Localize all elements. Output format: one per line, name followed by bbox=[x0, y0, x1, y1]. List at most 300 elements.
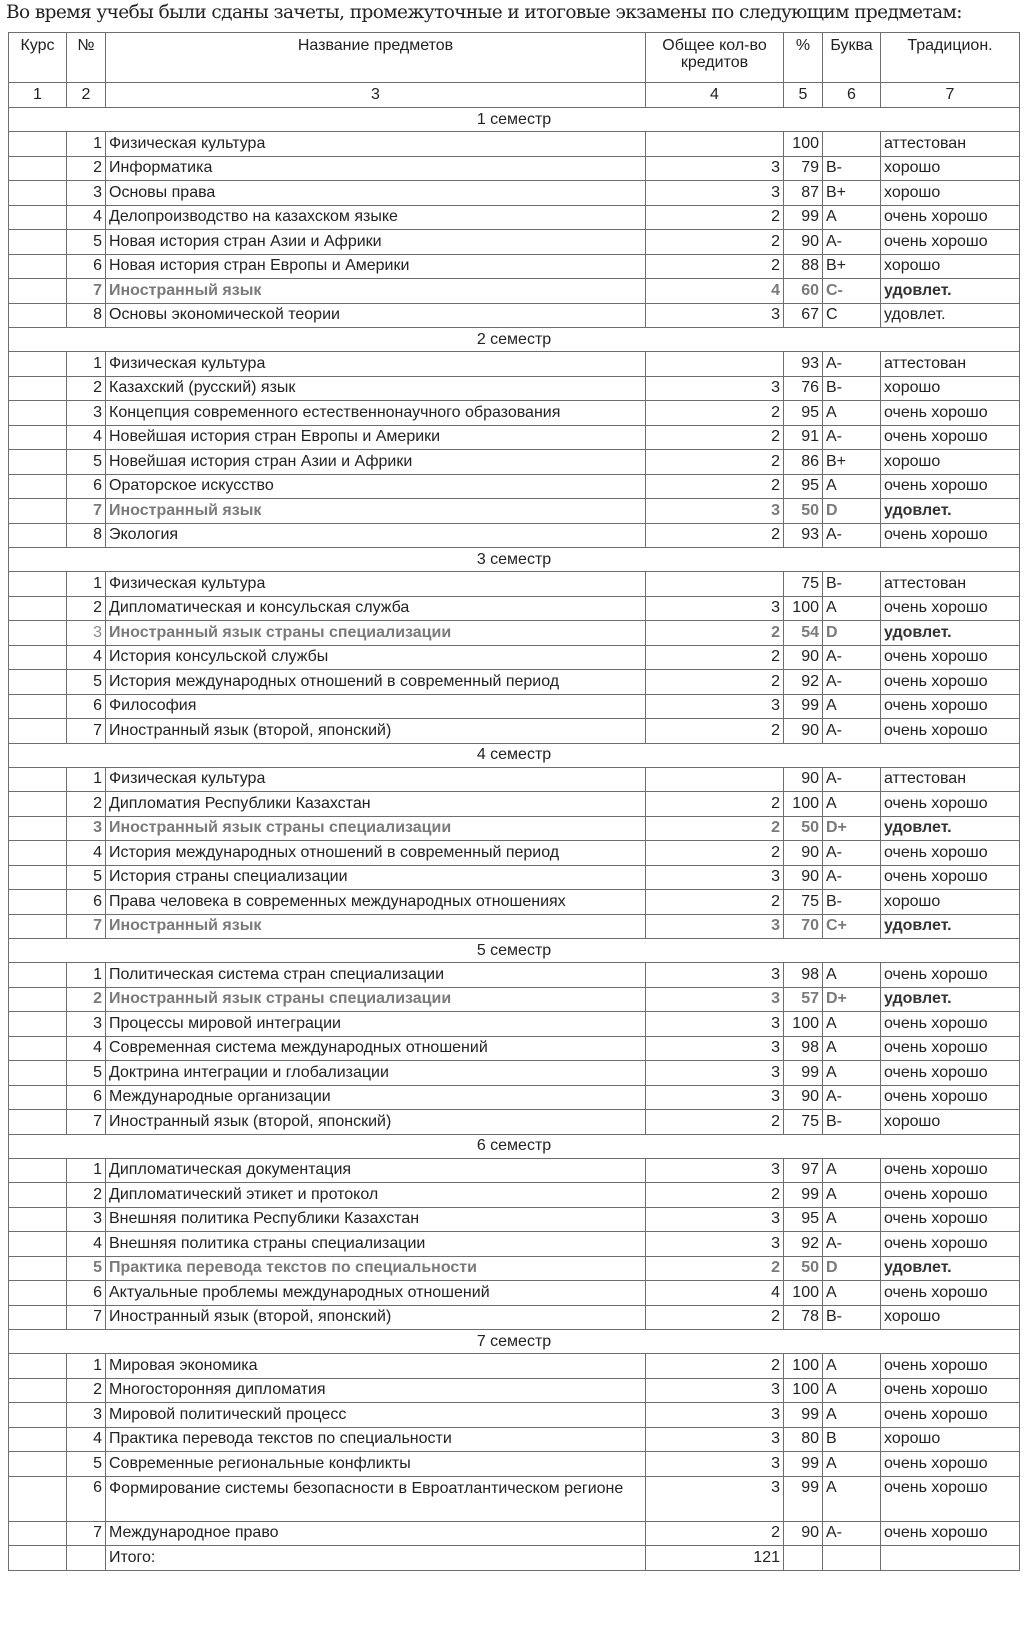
traditional-grade-cell: удовлет. bbox=[881, 303, 1020, 328]
percent-cell: 92 bbox=[784, 670, 823, 695]
credits-cell: 2 bbox=[646, 425, 784, 450]
letter-grade-cell: A bbox=[823, 1183, 881, 1208]
subject-row bbox=[9, 914, 1020, 939]
letter-grade-cell: B+ bbox=[823, 181, 881, 206]
subject-name: Доктрина интеграции и глобализации bbox=[106, 1061, 646, 1086]
subject-row bbox=[9, 1061, 1020, 1086]
credits-cell: 2 bbox=[646, 1183, 784, 1208]
course-cell bbox=[9, 1036, 67, 1061]
subject-name: Иностранный язык bbox=[106, 279, 646, 304]
percent-cell: 91 bbox=[784, 425, 823, 450]
course-cell bbox=[9, 1256, 67, 1281]
letter-grade-cell: A bbox=[823, 1403, 881, 1428]
course-cell bbox=[9, 132, 67, 157]
row-number: 2 bbox=[67, 987, 106, 1012]
subject-row bbox=[9, 303, 1020, 328]
subject-row bbox=[9, 865, 1020, 890]
row-number: 3 bbox=[67, 621, 106, 646]
traditional-grade-cell: хорошо bbox=[881, 1427, 1020, 1452]
credits-cell: 2 bbox=[646, 890, 784, 915]
course-cell bbox=[9, 596, 67, 621]
row-number: 2 bbox=[67, 596, 106, 621]
row-number: 5 bbox=[67, 1256, 106, 1281]
percent-cell: 99 bbox=[784, 1183, 823, 1208]
subject-row bbox=[9, 1476, 1020, 1521]
traditional-grade-cell: аттестован bbox=[881, 767, 1020, 792]
row-number: 5 bbox=[67, 450, 106, 475]
semester-title: 4 семестр bbox=[9, 743, 1020, 767]
course-cell bbox=[9, 352, 67, 377]
subject-row bbox=[9, 670, 1020, 695]
course-cell bbox=[9, 1012, 67, 1037]
traditional-grade-cell: удовлет. bbox=[881, 914, 1020, 939]
percent-cell: 79 bbox=[784, 156, 823, 181]
credits-cell: 2 bbox=[646, 523, 784, 548]
row-number: 3 bbox=[67, 816, 106, 841]
letter-grade-cell: A bbox=[823, 1354, 881, 1379]
subject-name: Внешняя политика страны специализации bbox=[106, 1232, 646, 1257]
semester-header-row bbox=[9, 328, 1020, 352]
course-cell bbox=[9, 303, 67, 328]
subject-name: Физическая культура bbox=[106, 132, 646, 157]
letter-grade-cell: A bbox=[823, 694, 881, 719]
letter-grade-cell: A bbox=[823, 1012, 881, 1037]
percent-cell: 60 bbox=[784, 279, 823, 304]
row-number: 1 bbox=[67, 352, 106, 377]
traditional-grade-cell: очень хорошо bbox=[881, 1452, 1020, 1477]
traditional-grade-cell: удовлет. bbox=[881, 816, 1020, 841]
credits-cell: 3 bbox=[646, 963, 784, 988]
row-number: 8 bbox=[67, 523, 106, 548]
traditional-grade-cell: очень хорошо bbox=[881, 1085, 1020, 1110]
subject-row bbox=[9, 1012, 1020, 1037]
subject-name: История международных отношений в современный период bbox=[106, 841, 646, 866]
traditional-grade-cell: хорошо bbox=[881, 1110, 1020, 1135]
subject-row bbox=[9, 841, 1020, 866]
traditional-grade-cell: удовлет. bbox=[881, 621, 1020, 646]
row-number: 2 bbox=[67, 792, 106, 817]
header-course: Курс bbox=[9, 33, 67, 83]
letter-grade-cell: A- bbox=[823, 645, 881, 670]
subject-name: Физическая культура bbox=[106, 767, 646, 792]
percent-cell: 90 bbox=[784, 645, 823, 670]
percent-cell: 80 bbox=[784, 1427, 823, 1452]
credits-cell: 3 bbox=[646, 914, 784, 939]
traditional-grade-cell: очень хорошо bbox=[881, 1207, 1020, 1232]
subject-row bbox=[9, 1521, 1020, 1546]
percent-cell: 98 bbox=[784, 1036, 823, 1061]
letter-grade-cell: A bbox=[823, 474, 881, 499]
header-traditional: Традицион. bbox=[881, 33, 1020, 83]
course-cell bbox=[9, 645, 67, 670]
row-number: 1 bbox=[67, 572, 106, 597]
course-cell bbox=[9, 1354, 67, 1379]
semester-title: 1 семестр bbox=[9, 108, 1020, 132]
percent-cell: 99 bbox=[784, 205, 823, 230]
letter-grade-cell: A- bbox=[823, 230, 881, 255]
course-cell bbox=[9, 205, 67, 230]
percent-cell: 95 bbox=[784, 1207, 823, 1232]
subject-name: История страны специализации bbox=[106, 865, 646, 890]
course-cell bbox=[9, 1427, 67, 1452]
letter-grade-cell: A bbox=[823, 1378, 881, 1403]
traditional-grade-cell: очень хорошо bbox=[881, 865, 1020, 890]
percent-cell: 99 bbox=[784, 694, 823, 719]
semester-header-row bbox=[9, 939, 1020, 963]
letter-grade-cell bbox=[823, 132, 881, 157]
traditional-grade-cell: удовлет. bbox=[881, 279, 1020, 304]
row-number: 6 bbox=[67, 1281, 106, 1306]
course-cell bbox=[9, 254, 67, 279]
course-cell bbox=[9, 621, 67, 646]
header-row bbox=[9, 33, 1020, 83]
course-cell bbox=[9, 914, 67, 939]
credits-cell bbox=[646, 572, 784, 597]
course-cell bbox=[9, 376, 67, 401]
credits-cell: 3 bbox=[646, 376, 784, 401]
row-number: 7 bbox=[67, 1521, 106, 1546]
column-number: 5 bbox=[784, 83, 823, 108]
total-row bbox=[9, 1546, 1020, 1571]
percent-cell: 67 bbox=[784, 303, 823, 328]
traditional-grade-cell: аттестован bbox=[881, 572, 1020, 597]
subject-name: Современные региональные конфликты bbox=[106, 1452, 646, 1477]
column-number: 2 bbox=[67, 83, 106, 108]
total-credits: 121 bbox=[646, 1546, 784, 1571]
traditional-grade-cell: очень хорошо bbox=[881, 596, 1020, 621]
percent-cell: 99 bbox=[784, 1476, 823, 1521]
subject-name: Новая история стран Европы и Америки bbox=[106, 254, 646, 279]
percent-cell: 88 bbox=[784, 254, 823, 279]
credits-cell: 3 bbox=[646, 1012, 784, 1037]
subject-row bbox=[9, 1207, 1020, 1232]
semester-title: 3 семестр bbox=[9, 548, 1020, 572]
credits-cell: 3 bbox=[646, 1061, 784, 1086]
traditional-grade-cell: очень хорошо bbox=[881, 1232, 1020, 1257]
course-cell bbox=[9, 719, 67, 744]
intro-text: Во время учебы были сданы зачеты, промежуточные и итоговые экзамены по следующим предметам: bbox=[6, 2, 962, 23]
traditional-grade-cell: очень хорошо bbox=[881, 474, 1020, 499]
row-number: 2 bbox=[67, 1378, 106, 1403]
letter-grade-cell: B- bbox=[823, 376, 881, 401]
letter-grade-cell: A bbox=[823, 1036, 881, 1061]
subject-row bbox=[9, 254, 1020, 279]
letter-grade-cell: B+ bbox=[823, 254, 881, 279]
credits-cell: 2 bbox=[646, 230, 784, 255]
traditional-grade-cell: очень хорошо bbox=[881, 694, 1020, 719]
subject-row bbox=[9, 1085, 1020, 1110]
subject-row bbox=[9, 499, 1020, 524]
traditional-grade-cell: очень хорошо bbox=[881, 1403, 1020, 1428]
traditional-grade-cell: очень хорошо bbox=[881, 1183, 1020, 1208]
percent-cell: 50 bbox=[784, 1256, 823, 1281]
letter-grade-cell: D+ bbox=[823, 987, 881, 1012]
subject-row bbox=[9, 156, 1020, 181]
credits-cell: 3 bbox=[646, 1403, 784, 1428]
course-cell bbox=[9, 670, 67, 695]
row-number: 4 bbox=[67, 205, 106, 230]
course-cell bbox=[9, 401, 67, 426]
credits-cell: 2 bbox=[646, 474, 784, 499]
percent-cell: 90 bbox=[784, 841, 823, 866]
percent-cell: 86 bbox=[784, 450, 823, 475]
column-number: 6 bbox=[823, 83, 881, 108]
subject-row bbox=[9, 1036, 1020, 1061]
credits-cell: 3 bbox=[646, 303, 784, 328]
credits-cell: 2 bbox=[646, 401, 784, 426]
letter-grade-cell bbox=[823, 1546, 881, 1571]
percent-cell: 97 bbox=[784, 1158, 823, 1183]
row-number: 1 bbox=[67, 132, 106, 157]
row-number: 2 bbox=[67, 376, 106, 401]
header-subject: Название предметов bbox=[106, 33, 646, 83]
letter-grade-cell: C bbox=[823, 303, 881, 328]
subject-row bbox=[9, 963, 1020, 988]
credits-cell: 3 bbox=[646, 1476, 784, 1521]
letter-grade-cell: A- bbox=[823, 352, 881, 377]
letter-grade-cell: A- bbox=[823, 425, 881, 450]
row-number bbox=[67, 1546, 106, 1571]
traditional-grade-cell: удовлет. bbox=[881, 1256, 1020, 1281]
subject-name: Мировая экономика bbox=[106, 1354, 646, 1379]
letter-grade-cell: A bbox=[823, 401, 881, 426]
credits-cell: 2 bbox=[646, 816, 784, 841]
subject-row bbox=[9, 890, 1020, 915]
percent-cell: 100 bbox=[784, 1354, 823, 1379]
subject-name: Информатика bbox=[106, 156, 646, 181]
traditional-grade-cell: удовлет. bbox=[881, 499, 1020, 524]
traditional-grade-cell: очень хорошо bbox=[881, 792, 1020, 817]
course-cell bbox=[9, 156, 67, 181]
percent-cell: 90 bbox=[784, 1085, 823, 1110]
semester-header-row bbox=[9, 743, 1020, 767]
percent-cell: 100 bbox=[784, 132, 823, 157]
subject-name: Философия bbox=[106, 694, 646, 719]
subject-row bbox=[9, 230, 1020, 255]
subject-name: Иностранный язык bbox=[106, 914, 646, 939]
letter-grade-cell: A bbox=[823, 205, 881, 230]
letter-grade-cell: A- bbox=[823, 841, 881, 866]
credits-cell bbox=[646, 352, 784, 377]
row-number: 4 bbox=[67, 1036, 106, 1061]
letter-grade-cell: D bbox=[823, 621, 881, 646]
traditional-grade-cell: удовлет. bbox=[881, 987, 1020, 1012]
subject-row bbox=[9, 1256, 1020, 1281]
semester-title: 7 семестр bbox=[9, 1330, 1020, 1354]
letter-grade-cell: D bbox=[823, 499, 881, 524]
traditional-grade-cell: хорошо bbox=[881, 890, 1020, 915]
credits-cell bbox=[646, 132, 784, 157]
course-cell bbox=[9, 499, 67, 524]
semester-header-row bbox=[9, 1134, 1020, 1158]
course-cell bbox=[9, 694, 67, 719]
row-number: 7 bbox=[67, 1305, 106, 1330]
credits-cell: 2 bbox=[646, 450, 784, 475]
subject-name: Новая история стран Азии и Африки bbox=[106, 230, 646, 255]
percent-cell: 100 bbox=[784, 1012, 823, 1037]
subject-row bbox=[9, 1427, 1020, 1452]
subject-name: Актуальные проблемы международных отношений bbox=[106, 1281, 646, 1306]
subject-row bbox=[9, 205, 1020, 230]
row-number: 1 bbox=[67, 1158, 106, 1183]
subject-name: Права человека в современных международных отношениях bbox=[106, 890, 646, 915]
traditional-grade-cell: очень хорошо bbox=[881, 523, 1020, 548]
row-number: 3 bbox=[67, 1403, 106, 1428]
subject-name: Формирование системы безопасности в Евроатлантическом регионе bbox=[106, 1476, 646, 1521]
course-cell bbox=[9, 792, 67, 817]
percent-cell: 70 bbox=[784, 914, 823, 939]
letter-grade-cell: A bbox=[823, 1281, 881, 1306]
credits-cell: 2 bbox=[646, 621, 784, 646]
row-number: 5 bbox=[67, 670, 106, 695]
credits-cell: 2 bbox=[646, 670, 784, 695]
row-number: 1 bbox=[67, 963, 106, 988]
row-number: 5 bbox=[67, 1452, 106, 1477]
percent-cell: 100 bbox=[784, 596, 823, 621]
column-number: 3 bbox=[106, 83, 646, 108]
subject-name: Иностранный язык страны специализации bbox=[106, 987, 646, 1012]
row-number: 7 bbox=[67, 1110, 106, 1135]
letter-grade-cell: B- bbox=[823, 572, 881, 597]
traditional-grade-cell: хорошо bbox=[881, 1305, 1020, 1330]
subject-row bbox=[9, 450, 1020, 475]
letter-grade-cell: A- bbox=[823, 719, 881, 744]
course-cell bbox=[9, 523, 67, 548]
percent-cell: 75 bbox=[784, 572, 823, 597]
traditional-grade-cell: хорошо bbox=[881, 376, 1020, 401]
course-cell bbox=[9, 1452, 67, 1477]
traditional-grade-cell: очень хорошо bbox=[881, 1281, 1020, 1306]
semester-header-row bbox=[9, 108, 1020, 132]
percent-cell: 90 bbox=[784, 865, 823, 890]
row-number: 6 bbox=[67, 474, 106, 499]
subject-row bbox=[9, 1378, 1020, 1403]
credits-cell: 3 bbox=[646, 596, 784, 621]
percent-cell: 99 bbox=[784, 1452, 823, 1477]
subject-row bbox=[9, 767, 1020, 792]
subject-row bbox=[9, 401, 1020, 426]
subject-name: Иностранный язык страны специализации bbox=[106, 621, 646, 646]
credits-cell: 2 bbox=[646, 841, 784, 866]
letter-grade-cell: B bbox=[823, 1427, 881, 1452]
course-cell bbox=[9, 1476, 67, 1521]
subject-name: Процессы мировой интеграции bbox=[106, 1012, 646, 1037]
row-number: 2 bbox=[67, 156, 106, 181]
traditional-grade-cell: очень хорошо bbox=[881, 1061, 1020, 1086]
subject-row bbox=[9, 1281, 1020, 1306]
traditional-grade-cell: очень хорошо bbox=[881, 719, 1020, 744]
row-number: 4 bbox=[67, 645, 106, 670]
row-number: 3 bbox=[67, 1207, 106, 1232]
subject-name: Дипломатическая и консульская служба bbox=[106, 596, 646, 621]
percent-cell: 90 bbox=[784, 767, 823, 792]
letter-grade-cell: B+ bbox=[823, 450, 881, 475]
traditional-grade-cell: очень хорошо bbox=[881, 1378, 1020, 1403]
row-number: 3 bbox=[67, 401, 106, 426]
course-cell bbox=[9, 1403, 67, 1428]
subject-name: Иностранный язык bbox=[106, 499, 646, 524]
semester-title: 5 семестр bbox=[9, 939, 1020, 963]
row-number: 6 bbox=[67, 254, 106, 279]
subject-name: Новейшая история стран Азии и Африки bbox=[106, 450, 646, 475]
subject-name: Многосторонняя дипломатия bbox=[106, 1378, 646, 1403]
header-letter: Буква bbox=[823, 33, 881, 83]
percent-cell: 78 bbox=[784, 1305, 823, 1330]
subject-row bbox=[9, 1354, 1020, 1379]
subject-name: Основы права bbox=[106, 181, 646, 206]
column-number-row bbox=[9, 83, 1020, 108]
course-cell bbox=[9, 841, 67, 866]
percent-cell: 50 bbox=[784, 499, 823, 524]
traditional-grade-cell: очень хорошо bbox=[881, 1521, 1020, 1546]
percent-cell: 95 bbox=[784, 474, 823, 499]
subject-row bbox=[9, 425, 1020, 450]
course-cell bbox=[9, 1183, 67, 1208]
subject-row bbox=[9, 132, 1020, 157]
subject-name: Политическая система стран специализации bbox=[106, 963, 646, 988]
header-number: № bbox=[67, 33, 106, 83]
letter-grade-cell: A- bbox=[823, 523, 881, 548]
course-cell bbox=[9, 450, 67, 475]
subject-row bbox=[9, 1110, 1020, 1135]
row-number: 6 bbox=[67, 890, 106, 915]
course-cell bbox=[9, 1085, 67, 1110]
course-cell bbox=[9, 181, 67, 206]
row-number: 1 bbox=[67, 1354, 106, 1379]
course-cell bbox=[9, 1158, 67, 1183]
row-number: 5 bbox=[67, 230, 106, 255]
semester-header-row bbox=[9, 548, 1020, 572]
traditional-grade-cell: очень хорошо bbox=[881, 1158, 1020, 1183]
column-number: 4 bbox=[646, 83, 784, 108]
course-cell bbox=[9, 1521, 67, 1546]
subject-name: Экология bbox=[106, 523, 646, 548]
subject-name: Международные организации bbox=[106, 1085, 646, 1110]
course-cell bbox=[9, 1546, 67, 1571]
traditional-grade-cell: очень хорошо bbox=[881, 401, 1020, 426]
subject-name: История международных отношений в современный период bbox=[106, 670, 646, 695]
subject-row bbox=[9, 1183, 1020, 1208]
letter-grade-cell: B- bbox=[823, 156, 881, 181]
subject-row bbox=[9, 352, 1020, 377]
row-number: 6 bbox=[67, 694, 106, 719]
subject-name: Внешняя политика Республики Казахстан bbox=[106, 1207, 646, 1232]
subject-name: Физическая культура bbox=[106, 572, 646, 597]
subject-row bbox=[9, 792, 1020, 817]
row-number: 4 bbox=[67, 1427, 106, 1452]
letter-grade-cell: D+ bbox=[823, 816, 881, 841]
percent-cell: 87 bbox=[784, 181, 823, 206]
credits-cell: 3 bbox=[646, 694, 784, 719]
course-cell bbox=[9, 1110, 67, 1135]
course-cell bbox=[9, 1061, 67, 1086]
subject-name: Иностранный язык страны специализации bbox=[106, 816, 646, 841]
letter-grade-cell: A bbox=[823, 1207, 881, 1232]
percent-cell: 57 bbox=[784, 987, 823, 1012]
column-number: 7 bbox=[881, 83, 1020, 108]
subject-name: Концепция современного естественнонаучного образования bbox=[106, 401, 646, 426]
subject-row bbox=[9, 1305, 1020, 1330]
credits-cell: 3 bbox=[646, 1232, 784, 1257]
subject-row bbox=[9, 1452, 1020, 1477]
letter-grade-cell: A- bbox=[823, 865, 881, 890]
subject-row bbox=[9, 1158, 1020, 1183]
credits-cell: 3 bbox=[646, 1158, 784, 1183]
traditional-grade-cell: аттестован bbox=[881, 352, 1020, 377]
subject-row bbox=[9, 376, 1020, 401]
traditional-grade-cell: очень хорошо bbox=[881, 1354, 1020, 1379]
percent-cell: 50 bbox=[784, 816, 823, 841]
